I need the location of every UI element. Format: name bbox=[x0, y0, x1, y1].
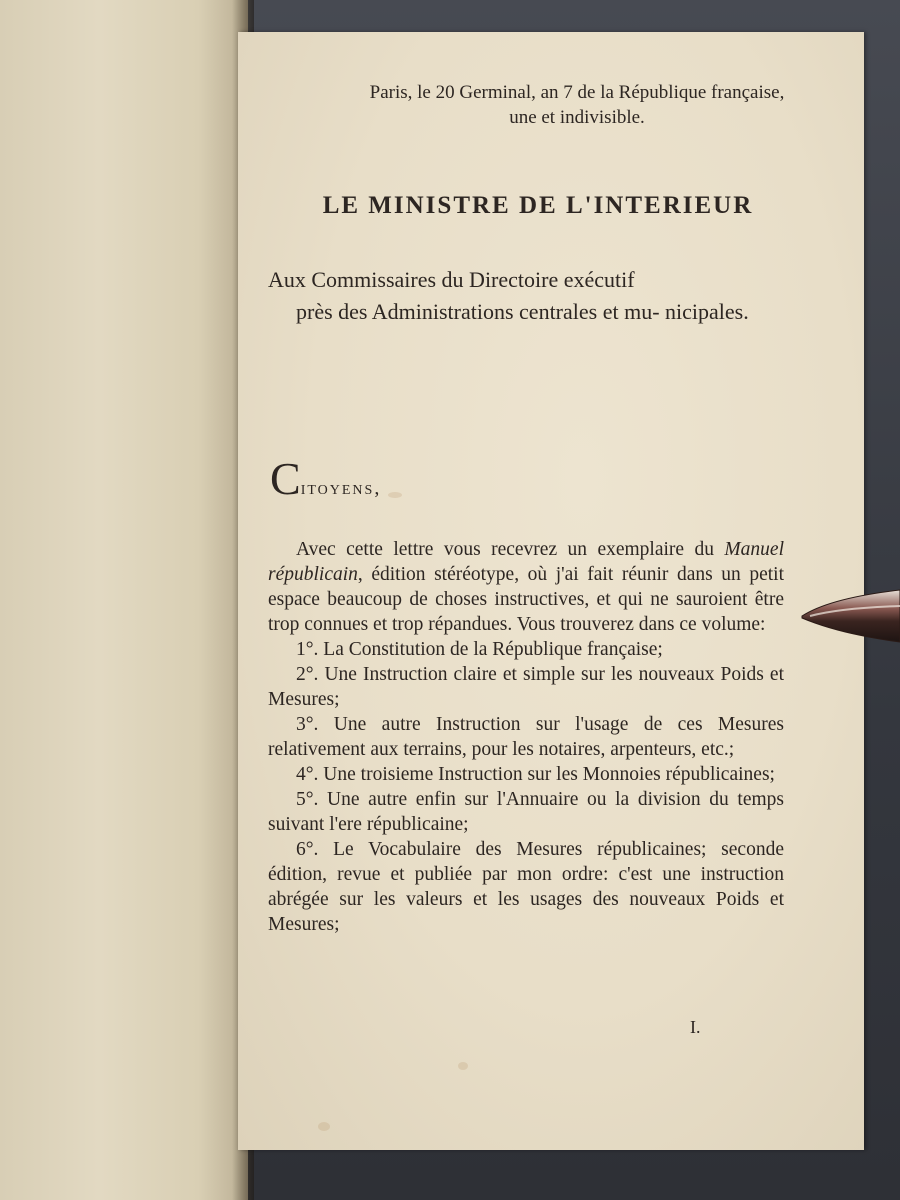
book-page bbox=[238, 32, 864, 1150]
facing-page bbox=[0, 0, 248, 1200]
list-item: 1°. La Constitution de la République française; bbox=[296, 639, 663, 660]
page-title: LE MINISTRE DE L'INTERIEUR bbox=[322, 192, 754, 219]
foxing-spot bbox=[388, 492, 402, 498]
list-item: 2°. Une Instruction claire et simple sur les nouveaux Poids et Mesures; bbox=[268, 664, 784, 710]
address-rest: près des Administrations centrales et mu- nicipales. bbox=[296, 299, 749, 324]
salutation bbox=[270, 452, 381, 505]
salutation-rest: itoyens, bbox=[300, 477, 382, 499]
intro-paragraph bbox=[268, 537, 784, 637]
list-item: 6°. Le Vocabulaire des Mesures républicaines; seconde édition, revue et publiée par mon ordre: c'est une instruction abrégée sur les valeurs et les usages des nouveaux Poids et Mesures; bbox=[268, 839, 784, 935]
intro-after: , édition stéréotype, où j'ai fait réunir dans un petit espace beaucoup de choses instructives, et qui ne sauroient être trop connues et trop répandues. Vous trouverez dans ce volume: bbox=[268, 564, 784, 635]
dateline: Paris, le 20 Germinal, an 7 de la République française, une et indivisible. bbox=[369, 82, 785, 128]
intro-before: Avec cette lettre vous recevrez un exemplaire du bbox=[296, 539, 725, 560]
address-block bbox=[268, 264, 788, 328]
list-item: 4°. Une troisieme Instruction sur les Monnoies républicaines; bbox=[296, 764, 775, 785]
address-first-line: Aux Commissaires du Directoire exécutif bbox=[268, 267, 635, 292]
manual-title: Manuel républicain bbox=[268, 539, 784, 585]
list-item: 3°. Une autre Instruction sur l'usage de ces Mesures relativement aux terrains, pour les notaires, arpenteurs, etc.; bbox=[268, 714, 784, 760]
pen-tip-icon bbox=[800, 586, 900, 644]
salutation-initial: C bbox=[270, 453, 301, 504]
body-text bbox=[268, 537, 784, 937]
signature-mark: I. bbox=[690, 1017, 701, 1037]
foxing-spot bbox=[318, 1122, 330, 1131]
foxing-spot bbox=[458, 1062, 468, 1070]
list-item: 5°. Une autre enfin sur l'Annuaire ou la division du temps suivant l'ere républicaine; bbox=[268, 789, 784, 835]
